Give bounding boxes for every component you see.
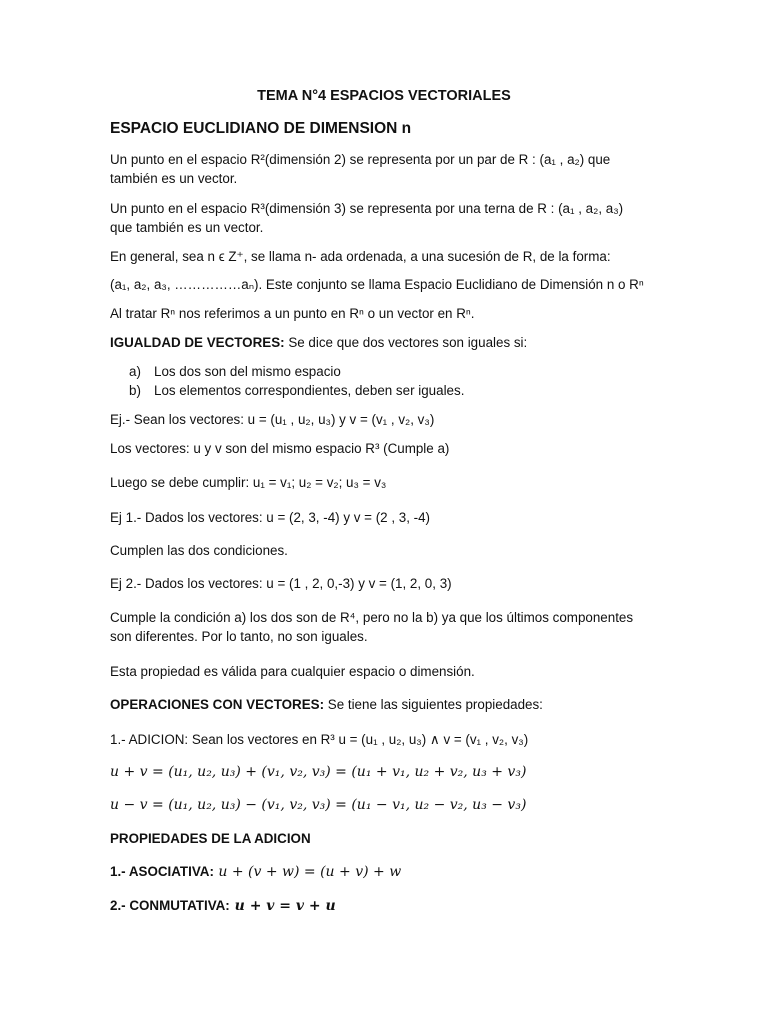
paragraph-line: también es un vector. [110,171,238,186]
asociativa-formula: u + (v + w) = (u + v) + w [213,864,402,880]
paragraph-line: (a₁, a₂, a₃, ……………aₙ). Este conjunto se llama Espacio Euclidiano de Dimensión n o Rⁿ [110,277,644,292]
paragraph-line: Ej.- Sean los vectores: u = (u₁ , u₂, u₃) y v = (v₁ , v₂, v₃) [110,412,435,427]
paragraph-line: Luego se debe cumplir: u₁ = v₁; u₂ = v₂; u₃ = v₃ [110,475,387,490]
operaciones-label: OPERACIONES CON VECTORES: [110,697,325,712]
list-item [129,364,341,380]
igualdad-text: Se dice que dos vectores son iguales si: [284,335,528,350]
page-title: TEMA N°4 ESPACIOS VECTORIALES [257,88,511,104]
paragraph-line: Un punto en el espacio R³(dimensión 3) se representa por una terna de R : (a₁ , a₂, a₃) [110,201,624,216]
paragraph-line: son diferentes. Por lo tanto, no son iguales. [110,629,368,644]
operaciones-paragraph [110,697,543,713]
adicion-line: 1.- ADICION: Sean los vectores en R³ u = (u₁ , u₂, u₃) ∧ v = (v₁ , v₂, v₃) [110,732,529,747]
conmutativa-formula: u + v = v + u [229,898,336,914]
conmutativa-label: 2.- CONMUTATIVA: [110,898,230,913]
paragraph-line: En general, sea n ϵ Z⁺, se llama n- ada ordenada, a una sucesión de R, de la forma: [110,249,611,264]
paragraph-line: Un punto en el espacio R²(dimensión 2) se representa por un par de R : (a₁ , a₂) que [110,152,611,167]
list-item [129,383,464,399]
list-item-text: Los elementos correspondientes, deben ser iguales. [154,383,465,398]
asociativa-line [110,864,401,880]
igualdad-label: IGUALDAD DE VECTORES: [110,335,285,350]
list-marker: a) [129,364,141,379]
operaciones-text: Se tiene las siguientes propiedades: [324,697,543,712]
conmutativa-line [110,898,336,914]
paragraph-line: que también es un vector. [110,220,264,235]
paragraph-line: Los vectores: u y v son del mismo espacio R³ (Cumple a) [110,441,450,456]
paragraph-line: Ej 2.- Dados los vectores: u = (1 , 2, 0,-3) y v = (1, 2, 0, 3) [110,576,452,591]
paragraph-line: Esta propiedad es válida para cualquier espacio o dimensión. [110,664,475,679]
igualdad-paragraph [110,335,527,351]
equation-difference: u − v = (u₁, u₂, u₃) − (v₁, v₂, v₃) = (u₁ − v₁, u₂ − v₂, u₃ − v₃) [110,797,527,813]
list-marker: b) [129,383,141,398]
paragraph-line: Al tratar Rⁿ nos referimos a un punto en Rⁿ o un vector en Rⁿ. [110,306,475,321]
paragraph-line: Cumple la condición a) los dos son de R⁴, pero no la b) ya que los últimos componentes [110,610,634,625]
equation-sum: u + v = (u₁, u₂, u₃) + (v₁, v₂, v₃) = (u₁ + v₁, u₂ + v₂, u₃ + v₃) [110,764,527,780]
paragraph-line: Cumplen las dos condiciones. [110,543,288,558]
section-heading: ESPACIO EUCLIDIANO DE DIMENSION n [110,120,412,137]
paragraph-line: Ej 1.- Dados los vectores: u = (2, 3, -4) y v = (2 , 3, -4) [110,510,431,525]
list-item-text: Los dos son del mismo espacio [154,364,341,379]
propiedades-heading: PROPIEDADES DE LA ADICION [110,831,311,846]
asociativa-label: 1.- ASOCIATIVA: [110,864,214,879]
